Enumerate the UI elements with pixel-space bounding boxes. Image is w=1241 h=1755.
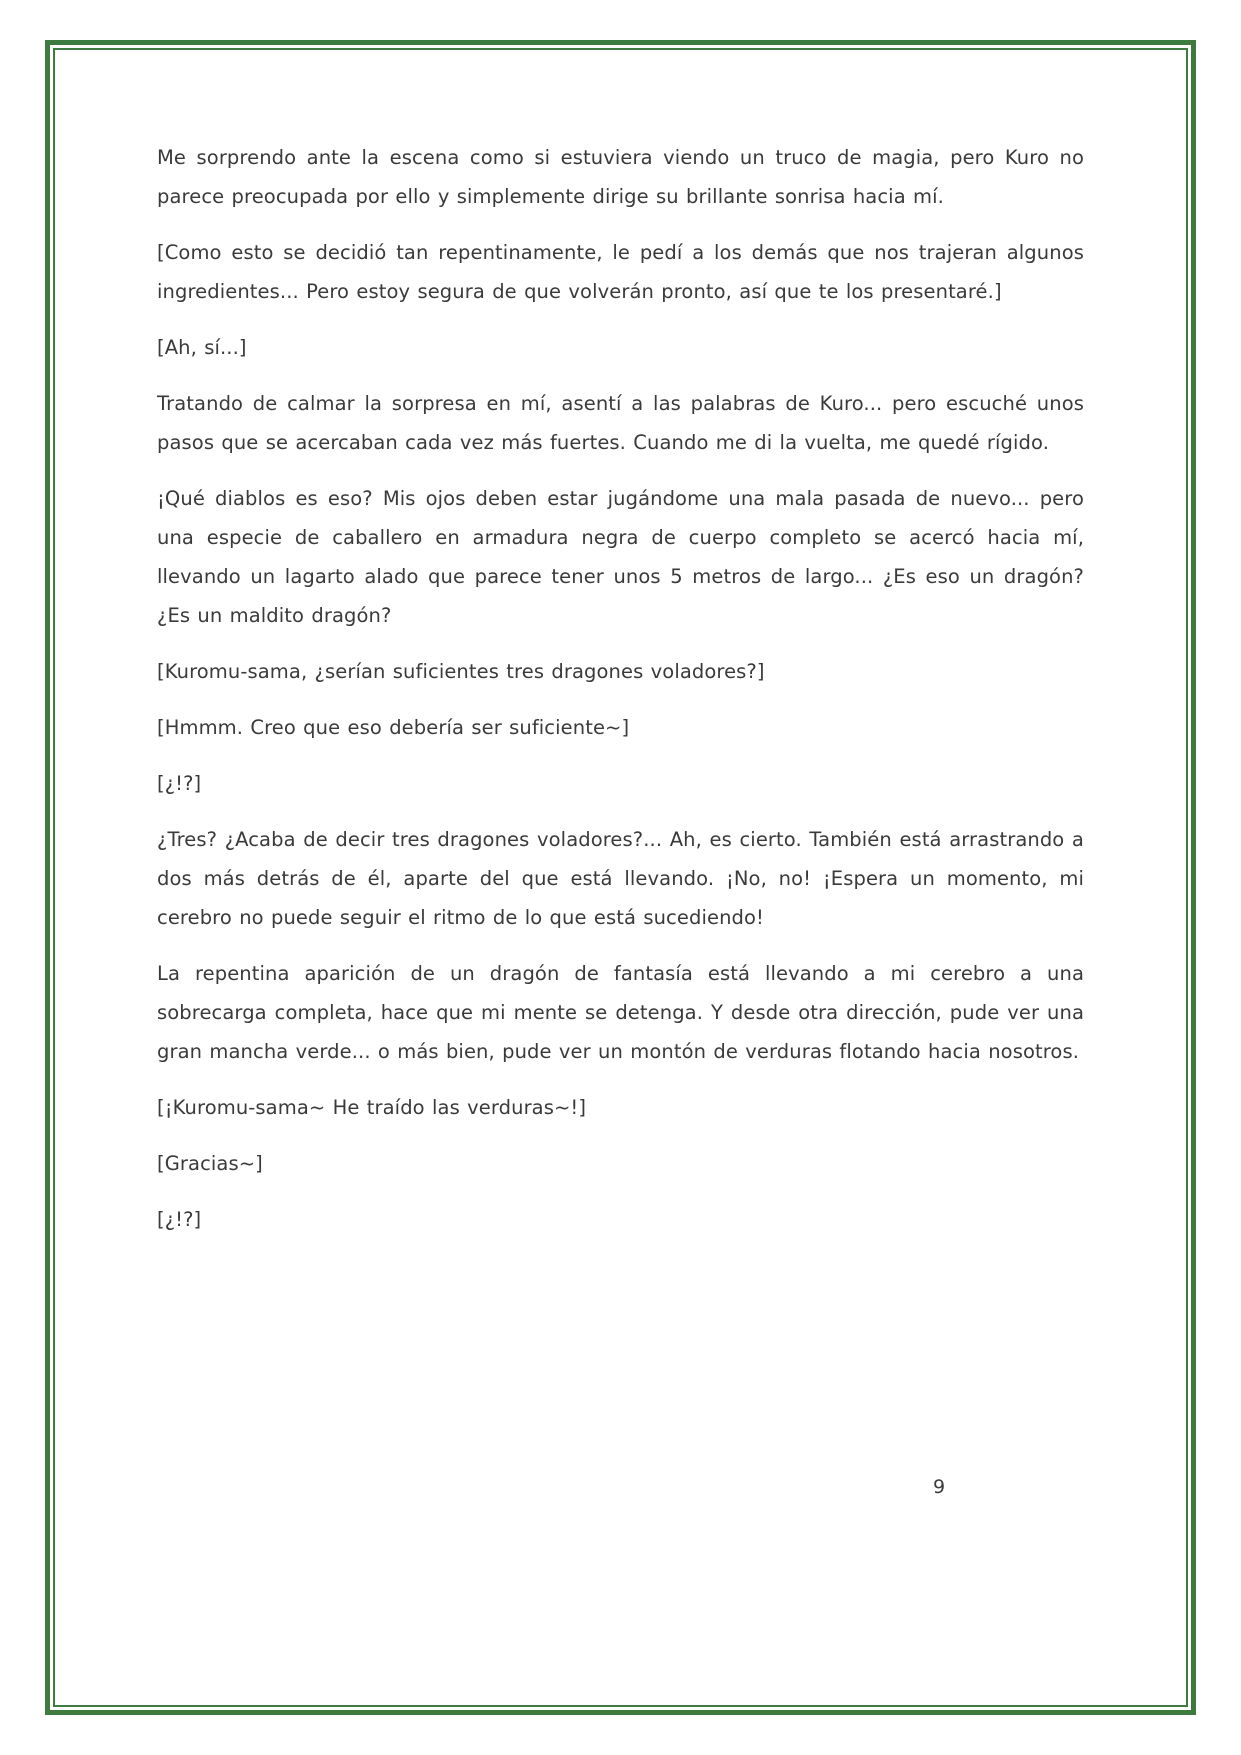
paragraph: [¿!?] xyxy=(157,772,202,795)
paragraph: [Gracias~] xyxy=(157,1152,263,1175)
paragraph: [¡Kuromu-sama~ He traído las verduras~!] xyxy=(157,1096,587,1119)
paragraph: Me sorprendo ante la escena como si estuviera viendo un truco de magia, pero Kuro no parece preocupada por ello y simplemente dirige su brillante sonrisa hacia mí. xyxy=(157,146,1084,208)
paragraph: [Ah, sí...] xyxy=(157,336,247,359)
paragraph: [Kuromu-sama, ¿serían suficientes tres dragones voladores?] xyxy=(157,660,765,683)
paragraph: Tratando de calmar la sorpresa en mí, asentí a las palabras de Kuro... pero escuché unos pasos que se acercaban cada vez más fuertes. Cuando me di la vuelta, me quedé rígido. xyxy=(157,392,1084,454)
paragraph: ¡Qué diablos es eso? Mis ojos deben estar jugándome una mala pasada de nuevo... pero una especie de caballero en armadura negra de cuerpo completo se acercó hacia mí, llevando un lagarto alado que parece tener unos 5 metros de largo... ¿Es eso un dragón? ¿Es un maldito dragón? xyxy=(157,487,1084,627)
paragraph: ¿Tres? ¿Acaba de decir tres dragones voladores?... Ah, es cierto. También está arrastrando a dos más detrás de él, aparte del que está llevando. ¡No, no! ¡Espera un momento, mi cerebro no puede seguir el ritmo de lo que está sucediendo! xyxy=(157,828,1084,929)
page-number: 9 xyxy=(933,1476,946,1498)
paragraph: [Hmmm. Creo que eso debería ser suficiente~] xyxy=(157,716,630,739)
paragraph: [Como esto se decidió tan repentinamente, le pedí a los demás que nos trajeran algunos ingredientes... Pero estoy segura de que volverán pronto, así que te los presentaré.] xyxy=(157,241,1084,303)
paragraph: La repentina aparición de un dragón de fantasía está llevando a mi cerebro a una sobrecarga completa, hace que mi mente se detenga. Y desde otra dirección, pude ver una gran mancha verde... o más bien, pude ver un montón de verduras flotando hacia nosotros. xyxy=(157,962,1084,1063)
paragraph: [¿!?] xyxy=(157,1208,202,1231)
